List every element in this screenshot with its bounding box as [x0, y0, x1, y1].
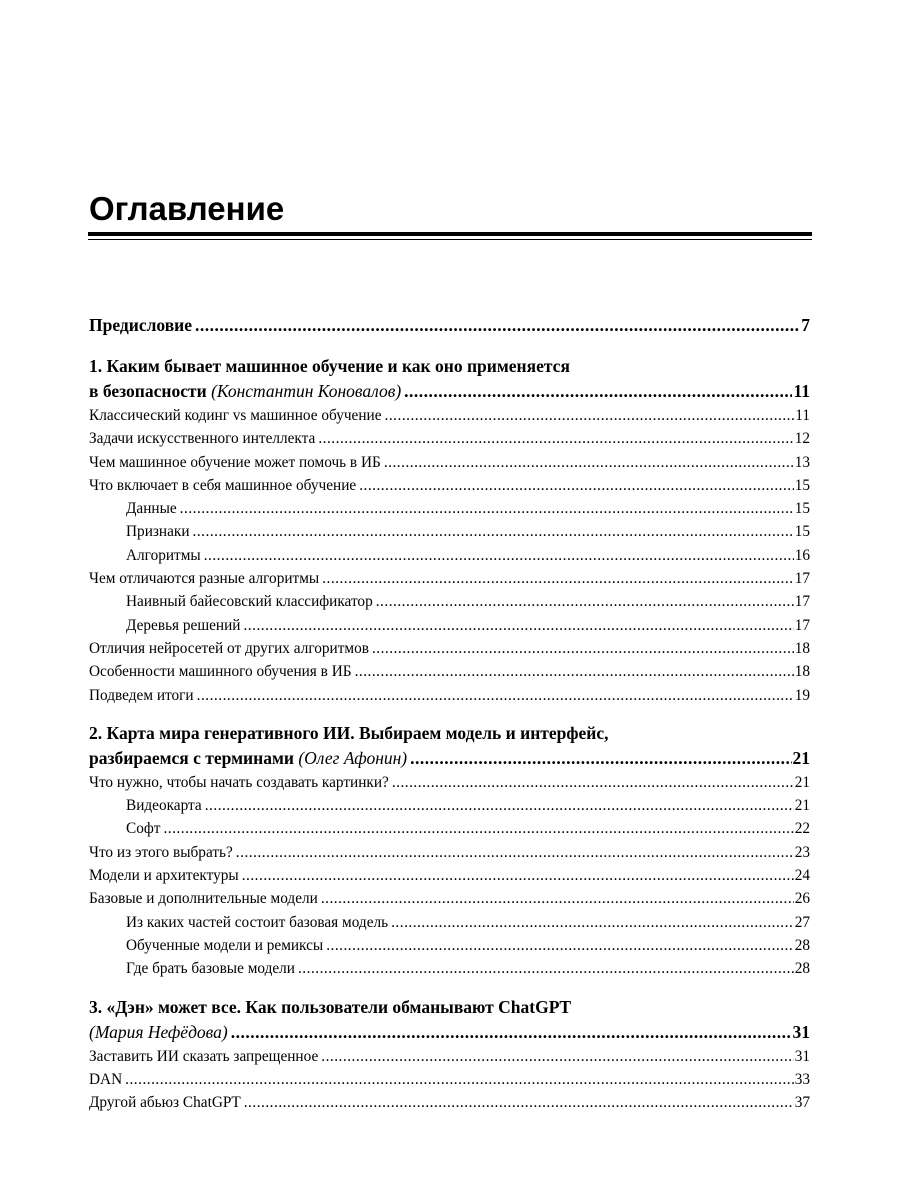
toc-entry-label: Признаки [126, 523, 190, 541]
toc-entry[interactable] [89, 771, 810, 794]
toc-leader-dots [243, 614, 793, 637]
toc-subentry[interactable] [89, 590, 810, 613]
table-of-contents [89, 313, 810, 1128]
toc-entry-label: Базовые и дополнительные модели [89, 890, 318, 908]
toc-leader-dots [204, 544, 794, 567]
chapter-entries [89, 1045, 810, 1115]
toc-page-number: 27 [794, 913, 810, 931]
toc-page-number: 21 [794, 797, 810, 815]
toc-subentry[interactable] [89, 934, 810, 957]
toc-entry-label: Софт [126, 820, 161, 838]
toc-page-number: 31 [794, 1047, 810, 1065]
toc-entry-label: Что нужно, чтобы начать создавать картинки? [89, 773, 389, 791]
toc-page-number: 18 [794, 639, 810, 657]
toc-entry-label: Другой абьюз ChatGPT [89, 1094, 241, 1112]
toc-chapter-2 [89, 721, 810, 981]
toc-entry-label: Алгоритмы [126, 546, 201, 564]
toc-leader-dots [359, 474, 794, 497]
chapter-entries [89, 771, 810, 981]
toc-entry-label: Что включает в себя машинное обучение [89, 476, 357, 494]
toc-page-number: 23 [794, 843, 810, 861]
toc-leader-dots [197, 684, 794, 707]
toc-leader-dots [321, 1045, 793, 1068]
chapter-title-line1: 2. Карта мира генеративного ИИ. Выбираем модель и интерфейс, [89, 722, 609, 743]
toc-entry-label: DAN [89, 1070, 123, 1088]
toc-page-number: 13 [794, 453, 810, 471]
toc-entry-label: Чем отличаются разные алгоритмы [89, 570, 320, 588]
toc-subentry[interactable] [89, 817, 810, 840]
toc-subentry[interactable] [89, 794, 810, 817]
toc-leader-dots [321, 887, 794, 910]
toc-entry[interactable] [89, 404, 810, 427]
chapter-title-line2 [89, 746, 810, 771]
toc-page-number: 19 [794, 686, 810, 704]
toc-entry-label: Деревья решений [126, 616, 241, 634]
toc-foreword [89, 313, 810, 338]
toc-leader-dots [376, 590, 794, 613]
toc-leader-dots [298, 957, 794, 980]
toc-leader-dots [318, 427, 793, 450]
chapter-heading[interactable] [89, 995, 810, 1045]
chapter-title-line1: 3. «Дэн» может все. Как пользователи обманывают ChatGPT [89, 996, 572, 1017]
toc-leader-dots [384, 451, 794, 474]
chapter-title-tail [89, 746, 407, 771]
toc-page-number: 15 [794, 476, 810, 494]
toc-entry-label: Наивный байесовский классификатор [126, 593, 373, 611]
toc-entry-label: Обученные модели и ремиксы [126, 936, 324, 954]
toc-page-number: 17 [794, 570, 810, 588]
toc-entry[interactable] [89, 427, 810, 450]
toc-entry-label: Модели и архитектуры [89, 867, 239, 885]
toc-leader-dots [163, 817, 793, 840]
toc-page-number: 21 [792, 747, 810, 768]
toc-page-number: 17 [794, 616, 810, 634]
toc-entry[interactable] [89, 1045, 810, 1068]
toc-entry-foreword[interactable] [89, 313, 810, 338]
toc-page-number: 28 [794, 936, 810, 954]
toc-entry-label: Что из этого выбрать? [89, 843, 233, 861]
toc-entry-label: Чем машинное обучение может помочь в ИБ [89, 453, 381, 471]
toc-page-number: 21 [794, 773, 810, 791]
toc-leader-dots [180, 497, 794, 520]
chapter-author: (Олег Афонин) [298, 747, 408, 768]
toc-page-number: 12 [794, 430, 810, 448]
toc-entry[interactable] [89, 887, 810, 910]
title-rule-thin [88, 239, 812, 240]
toc-entry[interactable] [89, 637, 810, 660]
toc-entry[interactable] [89, 567, 810, 590]
toc-page-number: 15 [794, 500, 810, 518]
toc-entry-label: Отличия нейросетей от других алгоритмов [89, 639, 369, 657]
chapter-title-line1: 1. Каким бывает машинное обучение и как оно применяется [89, 356, 570, 376]
toc-leader-dots [385, 404, 795, 427]
toc-entry-label: Подведем итоги [89, 686, 194, 704]
chapter-title-line2 [89, 379, 810, 404]
toc-subentry[interactable] [89, 544, 810, 567]
toc-leader-dots [372, 637, 794, 660]
toc-subentry[interactable] [89, 520, 810, 543]
toc-page-number: 33 [794, 1070, 810, 1088]
toc-entry-label: Заставить ИИ сказать запрещенное [89, 1047, 319, 1065]
toc-page-number: 18 [794, 663, 810, 681]
toc-page-number: 24 [794, 867, 810, 885]
toc-page-number: 11 [793, 381, 810, 401]
toc-leader-dots [391, 911, 794, 934]
toc-leader-dots [326, 934, 794, 957]
chapter-heading[interactable] [89, 354, 810, 404]
chapter-heading[interactable] [89, 721, 810, 771]
toc-chapter-1 [89, 354, 810, 707]
chapter-title-text: разбираемся с терминами [89, 747, 294, 768]
toc-page-number: 37 [794, 1094, 810, 1112]
toc-leader-dots [392, 771, 794, 794]
toc-entry[interactable] [89, 1091, 810, 1114]
toc-chapter-3 [89, 995, 810, 1115]
toc-leader-dots [205, 794, 794, 817]
toc-entry[interactable] [89, 684, 810, 707]
chapter-title-text: в безопасности [89, 381, 207, 401]
toc-leader-dots [236, 841, 794, 864]
toc-leader-dots [244, 1091, 794, 1114]
page-title: Оглавление [89, 190, 285, 227]
toc-entry-label: Классический кодинг vs машинное обучение [89, 407, 382, 424]
toc-entry[interactable] [89, 451, 810, 474]
toc-page-number: 26 [794, 890, 810, 908]
chapter-author: (Мария Нефёдова) [89, 1021, 228, 1042]
toc-entry[interactable] [89, 474, 810, 497]
toc-subentry[interactable] [89, 911, 810, 934]
toc-entry-label: Где брать базовые модели [126, 960, 295, 978]
toc-leader-dots [355, 660, 794, 683]
toc-page-number: 22 [794, 820, 810, 838]
toc-leader-dots [322, 567, 794, 590]
toc-entry-label: Предисловие [89, 315, 193, 335]
chapter-entries [89, 404, 810, 707]
toc-entry-label: Задачи искусственного интеллекта [89, 430, 316, 448]
toc-leader-dots [125, 1068, 794, 1091]
toc-entry[interactable] [89, 864, 810, 887]
toc-page-number: 15 [794, 523, 810, 541]
toc-page-number: 16 [794, 546, 810, 564]
toc-page-number: 17 [794, 593, 810, 611]
toc-page-number: 7 [801, 315, 810, 335]
toc-page-number: 11 [795, 407, 810, 424]
toc-leader-dots [231, 1020, 792, 1045]
chapter-title-line2 [89, 1020, 810, 1045]
toc-leader-dots [195, 313, 800, 338]
toc-subentry[interactable] [89, 497, 810, 520]
toc-entry[interactable] [89, 660, 810, 683]
toc-entry-label: Видеокарта [126, 797, 202, 815]
toc-leader-dots [242, 864, 794, 887]
toc-entry[interactable] [89, 841, 810, 864]
toc-page-number: 31 [792, 1021, 810, 1042]
chapter-title-tail [89, 379, 401, 404]
toc-leader-dots [193, 520, 794, 543]
toc-page-number: 28 [794, 960, 810, 978]
toc-entry-label: Из каких частей состоит базовая модель [126, 913, 389, 931]
toc-entry-label: Особенности машинного обучения в ИБ [89, 663, 352, 681]
toc-subentry[interactable] [89, 614, 810, 637]
title-rule-thick [88, 232, 812, 236]
toc-leader-dots [410, 746, 791, 771]
chapter-author: (Константин Коновалов) [211, 381, 402, 401]
toc-subentry[interactable] [89, 957, 810, 980]
toc-entry-label: Данные [126, 500, 177, 518]
toc-leader-dots [404, 379, 792, 404]
toc-entry[interactable] [89, 1068, 810, 1091]
